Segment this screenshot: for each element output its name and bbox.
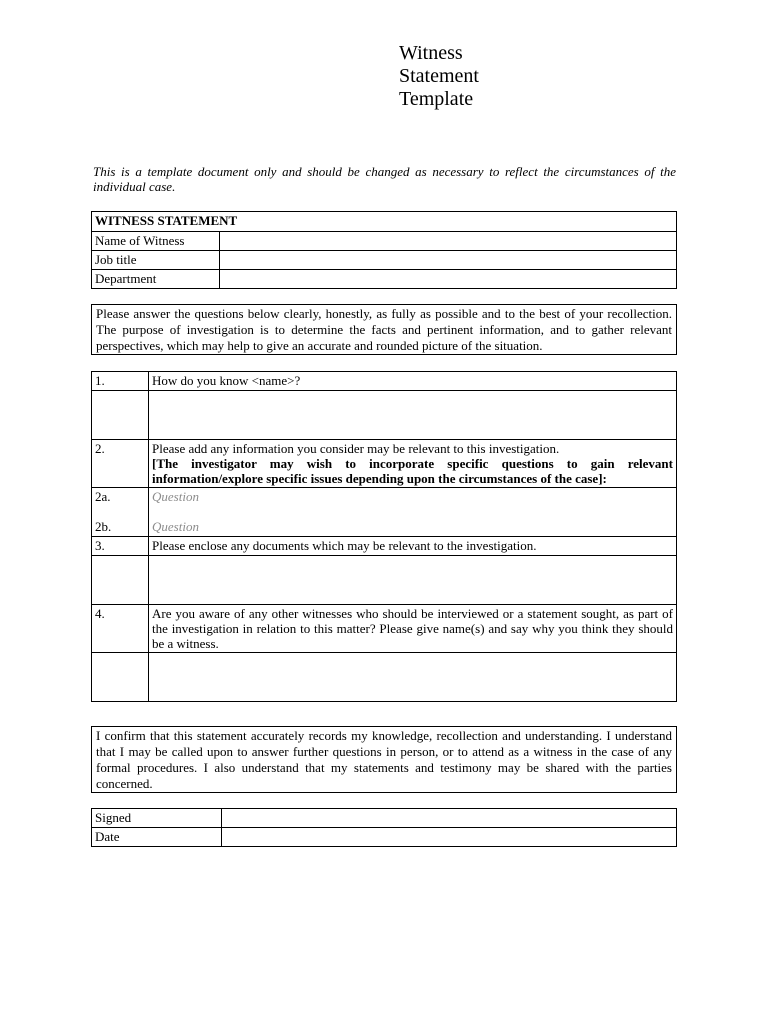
- date-field[interactable]: [222, 828, 677, 847]
- name-of-witness-field[interactable]: [220, 232, 677, 251]
- department-label: Department: [92, 270, 220, 289]
- title-line-2: Statement: [399, 65, 479, 87]
- witness-details-table: [91, 211, 677, 289]
- q2a-2b-cell[interactable]: [149, 488, 677, 537]
- q2b-number: 2b.: [95, 519, 112, 534]
- witness-statement-heading: WITNESS STATEMENT: [92, 212, 677, 232]
- job-title-label: Job title: [92, 251, 220, 270]
- q2-text: Please add any information you consider may be relevant to this investigation.: [152, 441, 560, 456]
- confirmation-box: I confirm that this statement accurately records my knowledge, recollection and understanding. I understand that I may be called upon to answer further questions in person, or to attend as a witness in the case of any formal procedures. I also understand that my statements and testimony may be shared with the parties concerned.: [91, 726, 677, 793]
- q1-answer-margin: [92, 391, 149, 440]
- signed-label: Signed: [92, 809, 222, 828]
- q4-answer-margin: [92, 653, 149, 702]
- job-title-field[interactable]: [220, 251, 677, 270]
- q1-number: 1.: [92, 372, 149, 391]
- q2-investigator-note: [The investigator may wish to incorporate specific questions to gain relevant information/explore specific issues depending upon the circumstances of the case]:: [152, 456, 673, 486]
- title-line-3: Template: [399, 88, 474, 110]
- q2-cell: [149, 440, 677, 488]
- signed-field[interactable]: [222, 809, 677, 828]
- signoff-table: [91, 808, 677, 847]
- q1-text: How do you know <name>?: [149, 372, 677, 391]
- q1-answer-field[interactable]: [149, 391, 677, 440]
- q2-number: 2.: [92, 440, 149, 488]
- q4-number: 4.: [92, 605, 149, 653]
- q3-text: Please enclose any documents which may be relevant to the investigation.: [149, 537, 677, 556]
- q2b-question-placeholder[interactable]: Question: [152, 519, 199, 534]
- name-of-witness-label: Name of Witness: [92, 232, 220, 251]
- instructions-box: Please answer the questions below clearly, honestly, as fully as possible and to the best of your recollection. The purpose of investigation is to determine the facts and pertinent information, and to gather relevant perspectives, which may help to give an accurate and rounded picture of the situation.: [91, 304, 677, 355]
- intro-note: This is a template document only and should be changed as necessary to reflect the circumstances of the individual case.: [93, 164, 676, 194]
- q3-number: 3.: [92, 537, 149, 556]
- title-line-1: Witness: [399, 42, 463, 64]
- department-field[interactable]: [220, 270, 677, 289]
- q2a-2b-numbers: [92, 488, 149, 537]
- q3-answer-margin: [92, 556, 149, 605]
- date-label: Date: [92, 828, 222, 847]
- questions-table: [91, 371, 677, 702]
- q3-answer-field[interactable]: [149, 556, 677, 605]
- q2a-question-placeholder[interactable]: Question: [152, 489, 199, 504]
- document-title: [399, 42, 479, 111]
- q4-text: Are you aware of any other witnesses who should be interviewed or a statement sought, as part of the investigation in relation to this matter? Please give name(s) and say why you think they should be a witness.: [149, 605, 677, 653]
- q2a-number: 2a.: [95, 489, 111, 504]
- q4-answer-field[interactable]: [149, 653, 677, 702]
